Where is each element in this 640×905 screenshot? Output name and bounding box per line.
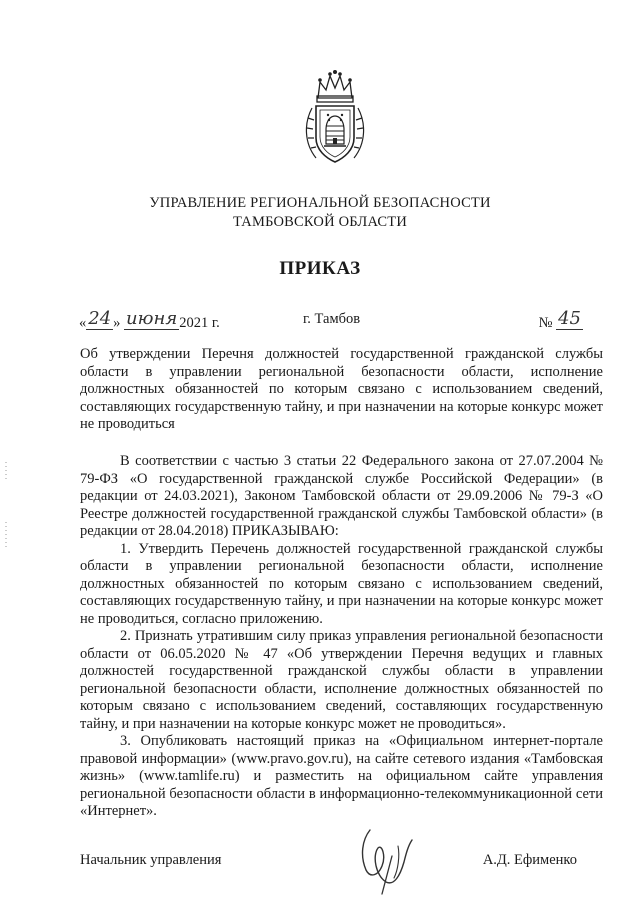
open-quote: «	[79, 315, 87, 331]
margin-dots	[4, 462, 8, 547]
organization-name-line-1: УПРАВЛЕНИЕ РЕГИОНАЛЬНОЙ БЕЗОПАСНОСТИ	[149, 195, 491, 211]
preamble-paragraph: В соответствии с частью 3 статьи 22 Федерального закона от 27.07.2004 № 79-ФЗ «О государственной гражданской службе Российской Федерации» (в редакции от 24.03.2021), Законом Тамбовской области от 29.09.2006 № 79-З «О Реестре должностей государственной гражданской службы Тамбовской области» (в редакции от 28.04.2018) ПРИКАЗЫВАЮ:	[80, 453, 603, 539]
coat-of-arms-emblem	[298, 68, 372, 168]
item-3-paragraph: 3. Опубликовать настоящий приказ на «Официальном интернет-портале правовой информации» (www.pravo.gov.ru), на сайте сетевого издания «Тамбовская жизнь» (www.tamlife.ru) и разместить на официальном сайте управления региональной безопасности области в информационно-телекоммуникационной сети «Интернет».	[80, 733, 603, 819]
number-label: №	[538, 315, 553, 331]
document-subject: Об утверждении Перечня должностей государственной гражданской службы области в управлении региональной безопасности области, исполнение должностных обязанностей по которым связано с использованием сведений, составляющих государственную тайну, и при назначении на которые конкурс может не проводиться	[80, 346, 603, 432]
item-2-paragraph: 2. Признать утратившим силу приказ управления региональной безопасности области от 06.05.2020 № 47 «Об утверждении Перечня ведущих и главных должностей государственной гражданской службы области в управлении региональной безопасности области, исполнение должностных обязанностей по которым связано с использованием сведений, составляющих государственную тайну, и при назначении на которые конкурс может не проводиться».	[80, 628, 603, 732]
handwritten-signature	[352, 826, 422, 896]
date-and-number-line	[79, 308, 603, 337]
document-year: 2021 г.	[179, 315, 220, 331]
document-city: г. Тамбов	[303, 311, 361, 327]
signatory-name: А.Д. Ефименко	[482, 852, 577, 868]
handwritten-day: 24	[88, 308, 112, 329]
close-quote: »	[113, 315, 121, 331]
item-1-paragraph: 1. Утвердить Перечень должностей государственной гражданской службы области в управлении региональной безопасности области, исполнение должностных обязанностей по которым связано с использованием сведений, составляющих государственную тайну, и при назначении на которые конкурс может не проводиться, согласно приложению.	[80, 540, 603, 627]
signature-block	[80, 852, 603, 876]
organization-name-line-2: ТАМБОВСКОЙ ОБЛАСТИ	[232, 214, 408, 230]
document-body	[80, 453, 603, 821]
document-date	[79, 308, 220, 332]
document-title: ПРИКАЗ	[279, 258, 361, 279]
signatory-position: Начальник управления	[80, 852, 222, 868]
handwritten-number: 45	[558, 308, 581, 329]
document-number	[538, 308, 583, 332]
handwritten-month: июня	[126, 308, 178, 329]
